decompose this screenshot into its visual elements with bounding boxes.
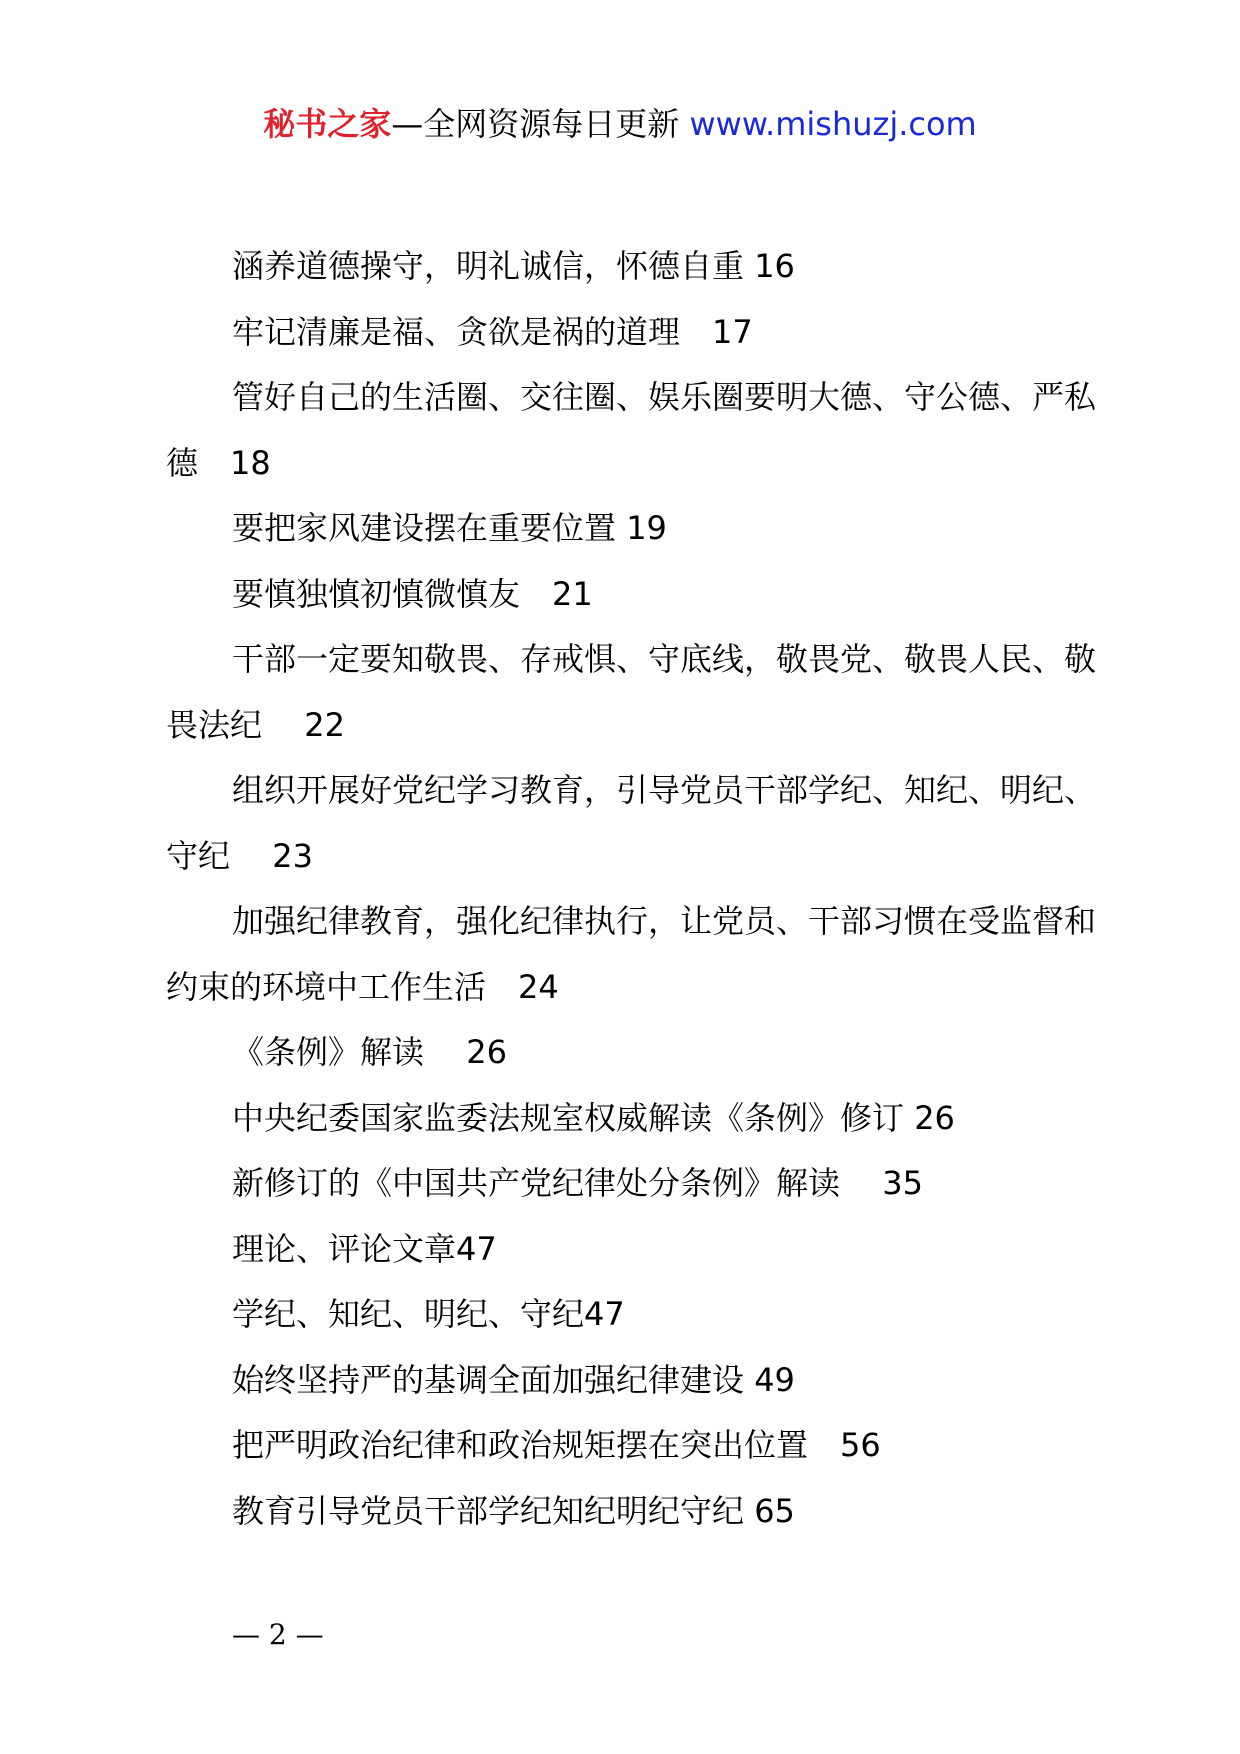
toc-entry-title: 加强纪律教育，强化纪律执行，让党员、干部习惯在受监督和约束的环境中工作生活: [166, 902, 1097, 1006]
toc-entry-separator: [744, 1361, 754, 1399]
toc-entry[interactable]: [166, 627, 1102, 758]
toc-entry-title: 组织开展好党纪学习教育，引导党员干部学纪、知纪、明纪、守纪: [166, 771, 1097, 875]
toc-entry[interactable]: [166, 1020, 1102, 1086]
toc-entry[interactable]: [166, 1282, 1102, 1348]
toc-entry-separator: [744, 1492, 754, 1530]
toc-entry-page: 17: [712, 312, 753, 351]
toc-entry[interactable]: [166, 758, 1102, 889]
toc-entry-page: 65: [754, 1491, 795, 1530]
site-header: [0, 100, 1240, 148]
toc-entry-title: 管好自己的生活圈、交往圈、娱乐圈要明大德、守公德、严私德: [166, 378, 1097, 482]
toc-entry-title: 理论、评论文章: [232, 1229, 457, 1268]
toc-entry-separator: [230, 837, 272, 875]
toc-entry[interactable]: [166, 1086, 1102, 1152]
header-tagline: —全网资源每日更新: [391, 105, 690, 143]
toc-entry[interactable]: [166, 1348, 1102, 1414]
toc-entry-separator: [616, 509, 626, 547]
table-of-contents: [166, 234, 1102, 1544]
toc-entry-page: 19: [626, 509, 667, 547]
site-url-link[interactable]: www.mishuzj.com: [689, 105, 977, 143]
toc-entry-page: 49: [754, 1360, 795, 1399]
toc-entry-separator: [744, 247, 754, 285]
toc-entry-title: 涵养道德操守，明礼诚信，怀德自重: [232, 247, 745, 285]
toc-entry-separator: [904, 1099, 914, 1137]
page-number: — 2 —: [232, 1618, 324, 1651]
toc-entry[interactable]: [166, 1413, 1102, 1479]
toc-entry[interactable]: [166, 1217, 1102, 1283]
toc-entry-title: 牢记清廉是福、贪欲是祸的道理: [232, 312, 681, 351]
toc-entry[interactable]: [166, 1151, 1102, 1217]
toc-entry-page: 26: [466, 1033, 507, 1071]
toc-entry[interactable]: [166, 234, 1102, 300]
toc-entry-title: 学纪、知纪、明纪、守纪: [232, 1295, 585, 1333]
toc-entry-title: 干部一定要知敬畏、存戒惧、守底线，敬畏党、敬畏人民、敬畏法纪: [166, 640, 1097, 744]
toc-entry-page: 47: [584, 1295, 625, 1333]
toc-entry-title: 新修订的《中国共产党纪律处分条例》解读: [232, 1164, 841, 1202]
toc-entry-page: 56: [840, 1426, 881, 1464]
toc-entry-separator: [262, 706, 304, 744]
toc-entry-separator: [840, 1164, 882, 1202]
toc-entry-title: 教育引导党员干部学纪知纪明纪守纪: [232, 1491, 745, 1530]
toc-entry-page: 22: [304, 705, 345, 744]
toc-entry-title: 把严明政治纪律和政治规矩摆在突出位置: [232, 1426, 809, 1464]
toc-entry-page: 18: [230, 443, 271, 482]
toc-entry-separator: [198, 444, 230, 482]
toc-entry-separator: [486, 968, 518, 1006]
toc-entry-separator: [808, 1426, 840, 1464]
toc-entry-page: 16: [754, 247, 795, 285]
toc-entry-separator: [520, 575, 552, 613]
toc-entry-separator: [424, 1033, 466, 1071]
toc-entry-page: 23: [272, 836, 313, 875]
toc-entry[interactable]: [166, 300, 1102, 366]
toc-entry-title: 中央纪委国家监委法规室权威解读《条例》修订: [232, 1098, 905, 1137]
toc-entry-page: 21: [552, 574, 593, 613]
toc-entry-separator: [680, 313, 712, 351]
toc-entry[interactable]: [166, 365, 1102, 496]
toc-entry-title: 始终坚持严的基调全面加强纪律建设: [232, 1360, 745, 1399]
toc-entry[interactable]: [166, 562, 1102, 628]
toc-entry-page: 35: [882, 1164, 923, 1202]
toc-entry-page: 26: [914, 1098, 955, 1137]
toc-entry[interactable]: [166, 1479, 1102, 1545]
toc-entry[interactable]: [166, 496, 1102, 562]
toc-entry-title: 要把家风建设摆在重要位置: [232, 509, 617, 547]
toc-entry-title: 《条例》解读: [232, 1033, 425, 1071]
toc-entry-page: 24: [518, 967, 559, 1006]
brand-name: 秘书之家: [263, 105, 392, 143]
toc-entry[interactable]: [166, 889, 1102, 1020]
toc-entry-page: 47: [456, 1229, 497, 1268]
toc-entry-title: 要慎独慎初慎微慎友: [232, 574, 521, 613]
